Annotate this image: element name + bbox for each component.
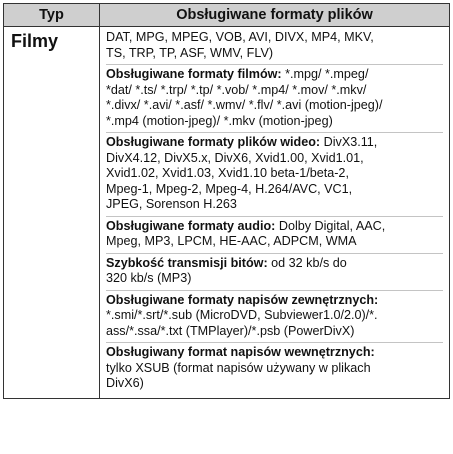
segment-line: *.divx/ *.avi/ *.asf/ *.wmv/ *.flv/ *.avi (motion-jpeg)/ bbox=[106, 98, 383, 112]
segment-line: Dolby Digital, AAC, bbox=[275, 218, 386, 233]
segment-line: ass/*.ssa/*.txt (TMPlayer)/*.psb (PowerDivX) bbox=[106, 323, 355, 338]
movie-formats-segment bbox=[106, 64, 443, 132]
type-cell: Filmy bbox=[4, 27, 100, 399]
segment-line: tylko XSUB (format napisów używany w plikach bbox=[106, 360, 371, 375]
segment-line: DivX3.11, bbox=[320, 135, 378, 149]
formats-cell bbox=[100, 27, 450, 399]
segment-line: *.mpg/ *.mpeg/ bbox=[281, 67, 369, 81]
segment-label: Obsługiwane formaty audio: bbox=[106, 218, 276, 233]
segment-line: JPEG, Sorenson H.263 bbox=[106, 197, 237, 211]
header-row bbox=[4, 4, 450, 27]
segment-line: *.smi/*.srt/*.sub (MicroDVD, Subviewer1.0/2.0)/*. bbox=[106, 308, 378, 322]
segment-label: Szybkość transmisji bitów: bbox=[106, 255, 268, 270]
external-subtitles-segment bbox=[106, 290, 443, 343]
video-formats-segment bbox=[106, 132, 443, 216]
segment-line: TS, TRP, TP, ASF, WMV, FLV) bbox=[106, 45, 274, 60]
segment-line: *.mp4 (motion-jpeg)/ *.mkv (motion-jpeg) bbox=[106, 113, 333, 128]
header-formats: Obsługiwane formaty plików bbox=[100, 4, 450, 27]
segment-line: DivX6) bbox=[106, 376, 144, 390]
segment-line: 320 kb/s (MP3) bbox=[106, 271, 192, 285]
bitrate-segment bbox=[106, 253, 443, 290]
internal-subtitles-segment bbox=[106, 342, 443, 395]
segment-label: Obsługiwane formaty filmów: bbox=[106, 67, 282, 81]
container-formats-segment bbox=[106, 30, 443, 64]
segment-line: DAT, MPG, MPEG, VOB, AVI, DIVX, MP4, MKV, bbox=[106, 30, 374, 44]
table-row bbox=[4, 27, 450, 399]
segment-line: Mpeg, MP3, LPCM, HE-AAC, ADPCM, WMA bbox=[106, 234, 357, 248]
segment-label: Obsługiwane formaty plików wideo: bbox=[106, 135, 321, 149]
segment-line: Xvid1.02, Xvid1.03, Xvid1.10 beta-1/beta-2, bbox=[106, 166, 349, 180]
segment-line: Mpeg-1, Mpeg-2, Mpeg-4, H.264/AVC, VC1, bbox=[106, 181, 353, 196]
segment-line: DivX4.12, DivX5.x, DivX6, Xvid1.00, Xvid1.01, bbox=[106, 150, 364, 165]
header-type: Typ bbox=[4, 4, 100, 27]
audio-formats-segment bbox=[106, 216, 443, 253]
segment-line: *dat/ *.ts/ *.trp/ *.tp/ *.vob/ *.mp4/ *.mov/ *.mkv/ bbox=[106, 82, 367, 97]
segment-label: Obsługiwane formaty napisów zewnętrznych: bbox=[106, 292, 379, 307]
formats-table bbox=[3, 3, 450, 399]
segment-line: od 32 kb/s do bbox=[267, 255, 347, 270]
segment-label: Obsługiwany format napisów wewnętrznych: bbox=[106, 345, 375, 359]
